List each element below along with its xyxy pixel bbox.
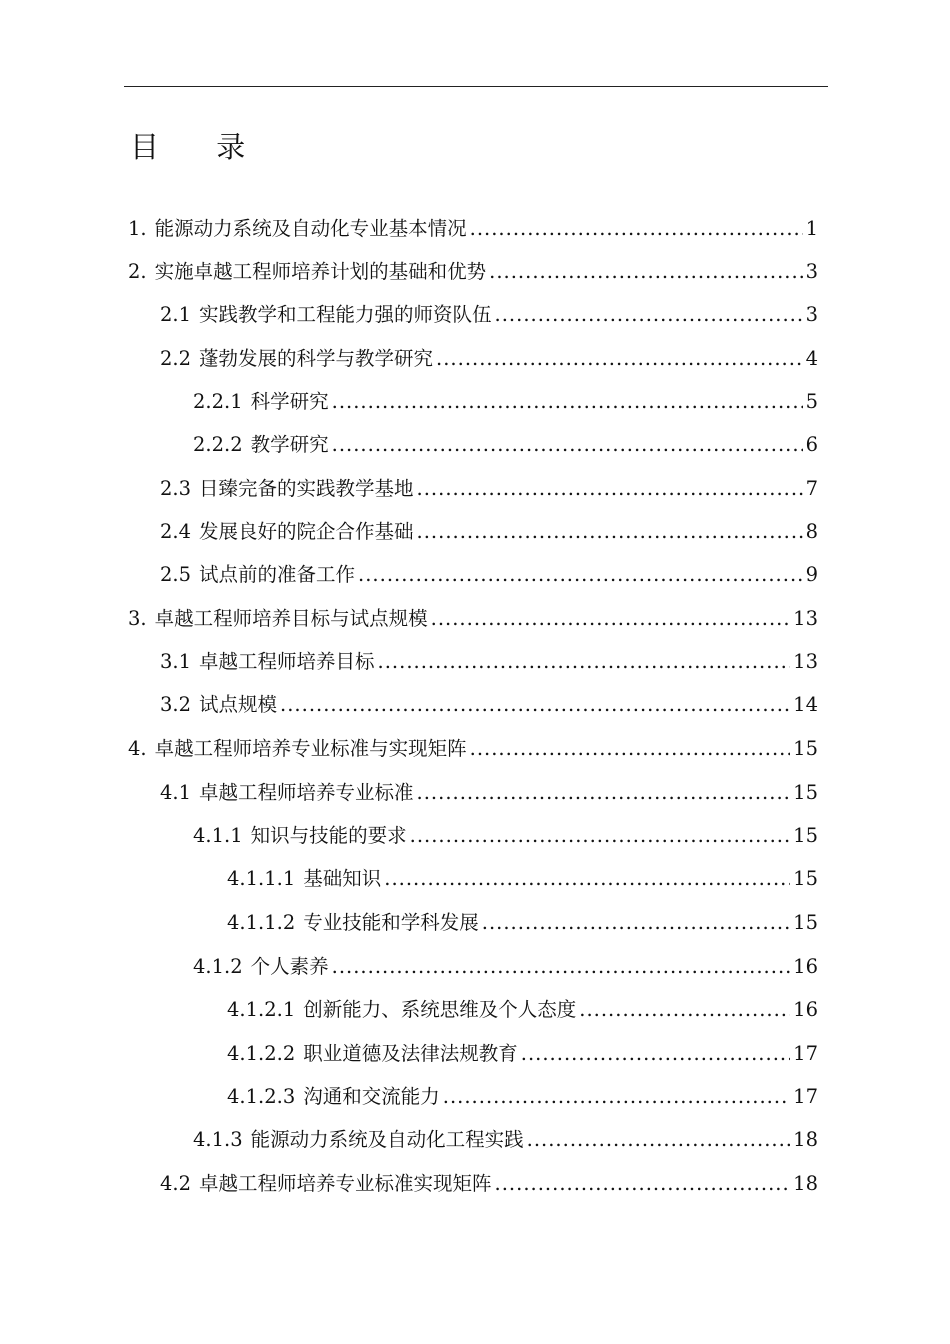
toc-entry-number: 2.2.2 (193, 433, 243, 456)
toc-entry-number: 2.1 (160, 303, 192, 326)
toc-entry-number: 2.3 (160, 477, 192, 500)
toc-entry[interactable] (128, 736, 818, 762)
toc-entry-page: 5 (805, 390, 818, 413)
toc-entry-text: 发展良好的院企合作基础 (199, 520, 414, 543)
toc-entry[interactable] (160, 476, 818, 502)
toc-entry-page: 16 (793, 955, 818, 978)
toc-entry-page: 17 (793, 1085, 818, 1108)
dot-leader (579, 997, 790, 1023)
toc-entry-number: 4.2 (160, 1172, 192, 1195)
dot-leader (410, 823, 791, 849)
toc-entry[interactable] (160, 519, 818, 545)
toc-entry-number: 1. (128, 217, 147, 240)
dot-leader (527, 1127, 791, 1153)
toc-entry-text: 能源动力系统及自动化工程实践 (250, 1128, 524, 1151)
toc-entry-page: 13 (793, 607, 818, 630)
toc-entry-number: 2.4 (160, 520, 192, 543)
toc-entry-text: 职业道德及法律法规教育 (303, 1042, 518, 1065)
toc-entry[interactable] (193, 823, 818, 849)
dot-leader (495, 302, 803, 328)
toc-entry-text: 基础知识 (303, 867, 382, 890)
toc-entry[interactable] (160, 346, 818, 372)
toc-entry[interactable] (193, 1127, 818, 1153)
toc-entry-page: 18 (793, 1172, 818, 1195)
toc-entry-number: 3.2 (160, 693, 192, 716)
toc-entry-page: 18 (793, 1128, 818, 1151)
toc-entry[interactable] (128, 606, 818, 632)
toc-entry-page: 3 (805, 260, 818, 283)
toc-entry-number: 2.5 (160, 563, 192, 586)
dot-leader (436, 346, 803, 372)
toc-entry[interactable] (160, 780, 818, 806)
toc-entry-page: 15 (793, 737, 818, 760)
toc-entry-page: 7 (805, 477, 818, 500)
toc-entry-page: 15 (793, 781, 818, 804)
dot-leader (470, 216, 803, 242)
toc-entry-page: 14 (793, 693, 818, 716)
toc-entry-text: 实施卓越工程师培养计划的基础和优势 (154, 260, 487, 283)
toc-entry-text: 科学研究 (250, 390, 329, 413)
toc-entry[interactable] (160, 1171, 818, 1197)
dot-leader (489, 259, 802, 285)
toc-entry[interactable] (227, 997, 818, 1023)
toc-entry-text: 蓬勃发展的科学与教学研究 (199, 347, 434, 370)
toc-entry-number: 4.1.2.3 (227, 1085, 296, 1108)
toc-entry[interactable] (193, 432, 818, 458)
toc-entry-number: 4.1.2 (193, 955, 243, 978)
toc-entry-text: 试点前的准备工作 (199, 563, 356, 586)
toc-entry-text: 教学研究 (250, 433, 329, 456)
toc-entry-number: 4.1.2.2 (227, 1042, 296, 1065)
toc-entry-page: 6 (805, 433, 818, 456)
toc-entry-text: 卓越工程师培养目标 (199, 650, 375, 673)
toc-entry-text: 试点规模 (199, 693, 278, 716)
dot-leader (332, 954, 791, 980)
toc-entry-text: 知识与技能的要求 (250, 824, 407, 847)
dot-leader (384, 866, 790, 892)
toc-entry-number: 2. (128, 260, 147, 283)
dot-leader (521, 1041, 790, 1067)
toc-entry-page: 4 (805, 347, 818, 370)
toc-entry-text: 卓越工程师培养专业标准实现矩阵 (199, 1172, 492, 1195)
toc-entry-page: 15 (793, 824, 818, 847)
toc-entry[interactable] (227, 1084, 818, 1110)
toc-entry[interactable] (193, 954, 818, 980)
dot-leader (358, 562, 803, 588)
toc-entry-text: 日臻完备的实践教学基地 (199, 477, 414, 500)
dot-leader (332, 432, 803, 458)
dot-leader (431, 606, 791, 632)
toc-entry-page: 8 (805, 520, 818, 543)
toc-entry-page: 13 (793, 650, 818, 673)
toc-entry-page: 17 (793, 1042, 818, 1065)
toc-entry-page: 9 (805, 563, 818, 586)
toc-entry-number: 2.2 (160, 347, 192, 370)
toc-title: 目 录 (130, 130, 270, 164)
dot-leader (280, 692, 790, 718)
toc-entry-text: 创新能力、系统思维及个人态度 (303, 998, 577, 1021)
toc-entry-number: 4.1.1.2 (227, 911, 296, 934)
dot-leader (470, 736, 791, 762)
toc-entry[interactable] (227, 910, 818, 936)
dot-leader (443, 1084, 790, 1110)
toc-entry-text: 个人素养 (250, 955, 329, 978)
toc-entry-page: 15 (793, 867, 818, 890)
dot-leader (378, 649, 791, 675)
toc-entry-text: 沟通和交流能力 (303, 1085, 440, 1108)
toc-entry-page: 16 (793, 998, 818, 1021)
toc-entry-number: 4.1.2.1 (227, 998, 296, 1021)
dot-leader (482, 910, 790, 936)
dot-leader (417, 780, 791, 806)
toc-entry-text: 专业技能和学科发展 (303, 911, 479, 934)
toc-entry-number: 4.1.1 (193, 824, 243, 847)
toc-entry-text: 卓越工程师培养专业标准与实现矩阵 (154, 737, 467, 760)
toc-entry-text: 卓越工程师培养专业标准 (199, 781, 414, 804)
dot-leader (417, 519, 803, 545)
toc-entry-number: 4.1.1.1 (227, 867, 296, 890)
toc-entry-text: 能源动力系统及自动化专业基本情况 (154, 217, 467, 240)
toc-entry-number: 4.1.3 (193, 1128, 243, 1151)
toc-entry[interactable] (193, 389, 818, 415)
dot-leader (332, 389, 803, 415)
dot-leader (417, 476, 803, 502)
toc-entry-number: 3.1 (160, 650, 192, 673)
toc-entry-text: 实践教学和工程能力强的师资队伍 (199, 303, 492, 326)
toc-entry[interactable] (128, 216, 818, 242)
toc-entry[interactable] (227, 866, 818, 892)
toc-entry[interactable] (227, 1041, 818, 1067)
toc-entry-number: 2.2.1 (193, 390, 243, 413)
toc-entry[interactable] (160, 692, 818, 718)
toc-entry[interactable] (160, 562, 818, 588)
toc-entry-number: 4.1 (160, 781, 192, 804)
toc-entry-number: 3. (128, 607, 147, 630)
toc-entry-page: 1 (805, 217, 818, 240)
toc-entry-page: 3 (805, 303, 818, 326)
toc-entry-number: 4. (128, 737, 147, 760)
dot-leader (495, 1171, 791, 1197)
toc-entry-text: 卓越工程师培养目标与试点规模 (154, 607, 428, 630)
toc-entry[interactable] (160, 302, 818, 328)
toc-entry[interactable] (160, 649, 818, 675)
toc-entry[interactable] (128, 259, 818, 285)
toc-entry-page: 15 (793, 911, 818, 934)
